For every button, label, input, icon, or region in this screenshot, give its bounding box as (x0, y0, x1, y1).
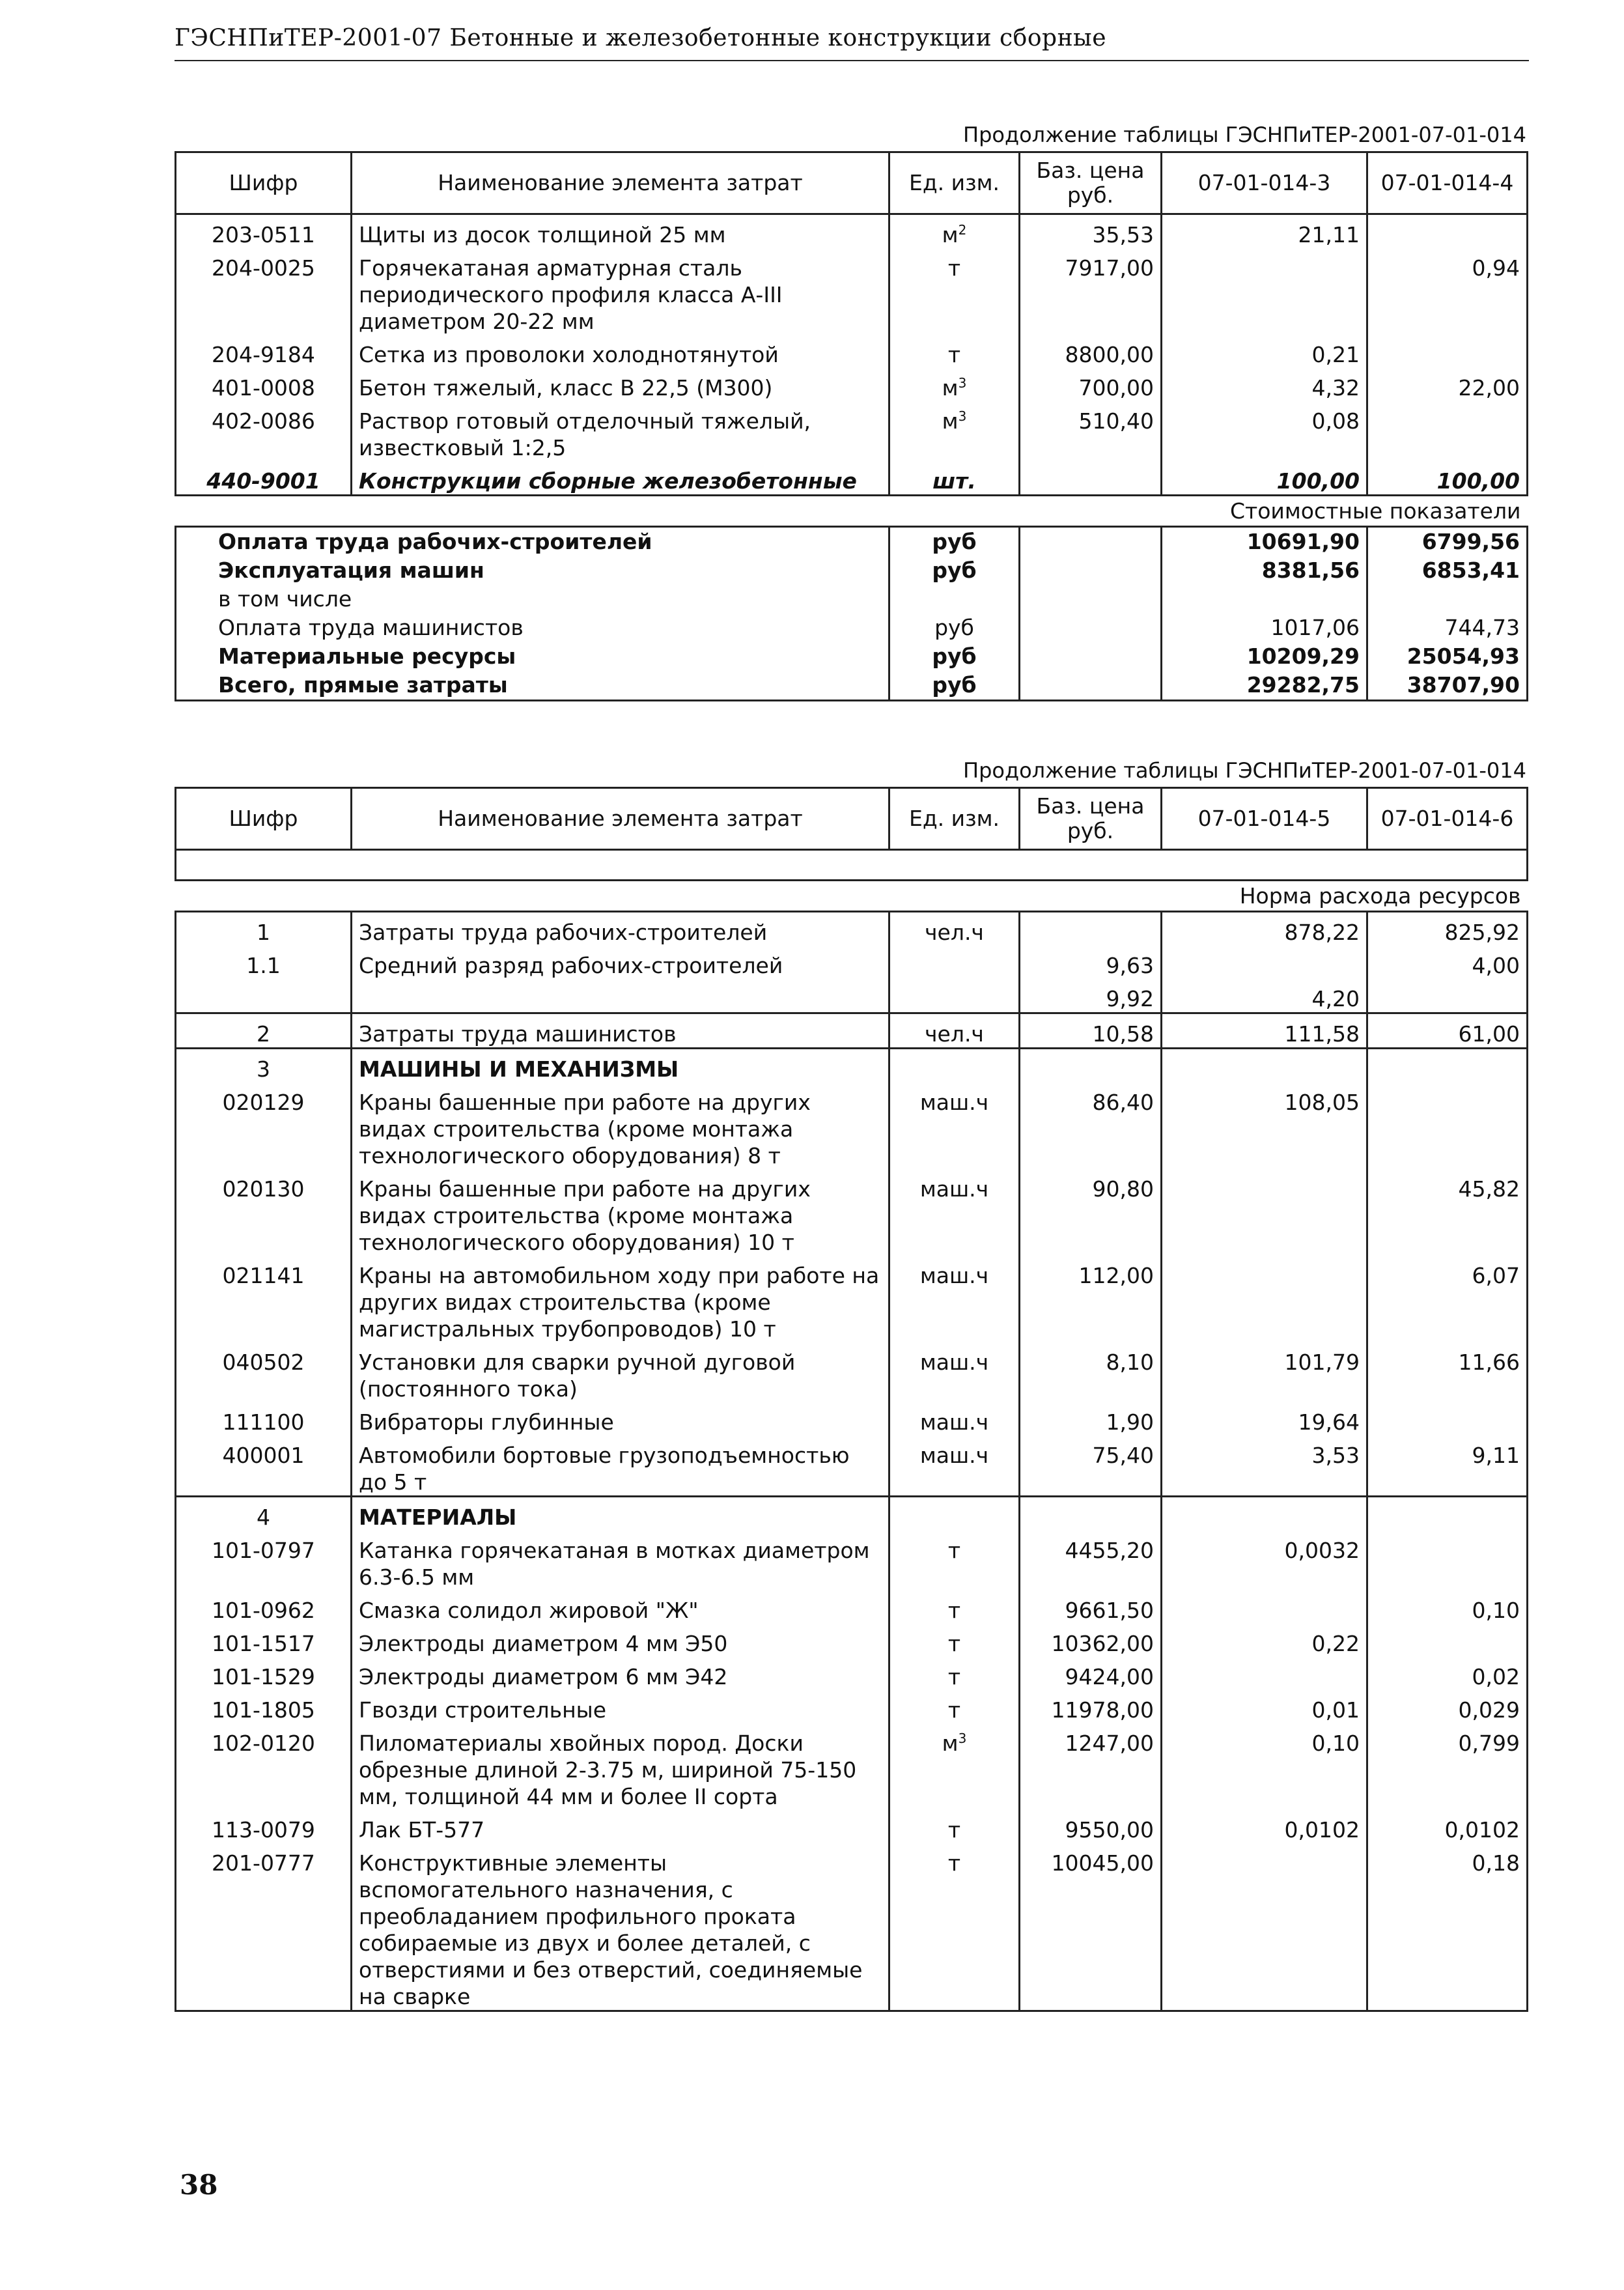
table-row (176, 946, 1528, 979)
summary-value-a (1162, 585, 1367, 614)
unit-cell (889, 1402, 1020, 1435)
unit-text: м (942, 1731, 959, 1756)
page-number: 38 (180, 2169, 218, 2201)
summary-value-b (1367, 585, 1528, 614)
col-header-unit: Ед. изм. (889, 152, 1020, 214)
table-row (176, 368, 1528, 401)
value-cell-a: 0,01 (1162, 1690, 1367, 1723)
name-cell: Бетон тяжелый, класс В 22,5 (М300) (352, 368, 889, 401)
table-row (176, 1590, 1528, 1624)
table-row (176, 1169, 1528, 1256)
name-cell: Вибраторы глубинные (352, 1402, 889, 1435)
name-cell: Раствор готовый отделочный тяжелый, известковый 1:2,5 (352, 401, 889, 461)
table-row (176, 401, 1528, 461)
section-number: 4 (176, 1497, 352, 1531)
unit-cell (889, 946, 1020, 979)
code-cell: 1.1 (176, 946, 352, 979)
code-cell: 113-0079 (176, 1810, 352, 1843)
value-cell-a: 0,0102 (1162, 1810, 1367, 1843)
price-cell: 9550,00 (1020, 1810, 1162, 1843)
price-cell: 35,53 (1020, 214, 1162, 249)
value-cell-b (1367, 1624, 1528, 1657)
name-cell: Краны башенные при работе на других видах строительства (кроме монтажа технологического оборудования) 10 т (352, 1169, 889, 1256)
summary-row (176, 556, 1528, 585)
table2-continuation: Продолжение таблицы ГЭСНПиТЕР-2001-07-01-014 (963, 758, 1526, 783)
value-cell-a: 0,21 (1162, 335, 1367, 368)
value-cell-a: 111,58 (1162, 1013, 1367, 1049)
value-cell-b: 4,00 (1367, 946, 1528, 979)
section-title: МАТЕРИАЛЫ (352, 1497, 889, 1531)
summary-label: Оплата труда рабочих-строителей (176, 527, 889, 557)
price-cell: 9,92 (1020, 979, 1162, 1013)
summary-unit: руб (889, 556, 1020, 585)
value-cell-b: 0,94 (1367, 248, 1528, 335)
code-cell: 401-0008 (176, 368, 352, 401)
col-header-name: Наименование элемента затрат (352, 152, 889, 214)
value-cell-a: 19,64 (1162, 1402, 1367, 1435)
col-header-variant-b: 07-01-014-4 (1367, 152, 1528, 214)
unit-text: т (947, 1631, 961, 1656)
price-cell: 86,40 (1020, 1082, 1162, 1169)
table-row (176, 248, 1528, 335)
name-cell: Средний разряд рабочих-строителей (352, 946, 889, 979)
col-header-price: Баз. цена руб. (1020, 788, 1162, 850)
value-cell-a (1162, 1843, 1367, 2011)
unit-text: м (942, 375, 959, 401)
value-cell-a: 100,00 (1162, 461, 1367, 496)
value-cell-b (1367, 979, 1528, 1013)
name-cell: Электроды диаметром 4 мм Э50 (352, 1624, 889, 1657)
table-row (176, 1402, 1528, 1435)
table-row (176, 1013, 1528, 1049)
unit-superscript: 3 (958, 375, 967, 391)
unit-superscript: 3 (958, 1731, 967, 1746)
unit-superscript: 2 (958, 222, 967, 238)
value-cell-a: 0,08 (1162, 401, 1367, 461)
summary-label: Эксплуатация машин (176, 556, 889, 585)
unit-text: т (947, 1817, 961, 1843)
name-cell: Пиломатериалы хвойных пород. Доски обрезные длиной 2-3.75 м, шириной 75-150 мм, толщиной 44 мм и более II сорта (352, 1723, 889, 1810)
name-cell: Краны на автомобильном ходу при работе на других видах строительства (кроме магистральных трубопроводов) 10 т (352, 1256, 889, 1342)
table-row (176, 1843, 1528, 2011)
unit-text: шт. (932, 468, 976, 494)
table-row (176, 1435, 1528, 1497)
value-cell-b: 0,0102 (1367, 1810, 1528, 1843)
col-header-code: Шифр (176, 152, 352, 214)
summary-label: Всего, прямые затраты (176, 671, 889, 701)
summary-empty (1020, 556, 1162, 585)
table1-continuation: Продолжение таблицы ГЭСНПиТЕР-2001-07-01-014 (963, 122, 1526, 147)
name-cell (352, 979, 889, 1013)
section-header-row (176, 1049, 1528, 1083)
summary-label: Оплата труда машинистов (176, 614, 889, 642)
name-cell: Электроды диаметром 6 мм Э42 (352, 1657, 889, 1690)
unit-text: м (942, 408, 959, 434)
price-cell: 700,00 (1020, 368, 1162, 401)
value-cell-b: 0,18 (1367, 1843, 1528, 2011)
header-rule (175, 60, 1529, 61)
unit-cell (889, 1723, 1020, 1810)
col-header-name: Наименование элемента затрат (352, 788, 889, 850)
unit-cell (889, 248, 1020, 335)
unit-text: маш.ч (919, 1263, 989, 1288)
unit-cell (889, 1810, 1020, 1843)
price-cell: 10045,00 (1020, 1843, 1162, 2011)
empty-cell (1020, 1049, 1162, 1083)
col-header-variant-a: 07-01-014-3 (1162, 152, 1367, 214)
table-row (176, 1657, 1528, 1690)
summary-value-b: 744,73 (1367, 614, 1528, 642)
price-cell: 8,10 (1020, 1342, 1162, 1402)
empty-cell (889, 1049, 1020, 1083)
code-cell: 040502 (176, 1342, 352, 1402)
name-cell: Конструктивные элементы вспомогательного назначения, с преобладанием профильного проката собираемые из двух и более деталей, с отверстиями и без отверстий, соединяемые на сварке (352, 1843, 889, 2011)
summary-value-a: 8381,56 (1162, 556, 1367, 585)
code-cell: 102-0120 (176, 1723, 352, 1810)
name-cell: Сетка из проволоки холоднотянутой (352, 335, 889, 368)
summary-unit: руб (889, 527, 1020, 557)
value-cell-a: 4,32 (1162, 368, 1367, 401)
empty-cell (1367, 1049, 1528, 1083)
value-cell-b (1367, 1082, 1528, 1169)
code-cell: 020129 (176, 1082, 352, 1169)
summary-value-a: 29282,75 (1162, 671, 1367, 701)
unit-cell (889, 461, 1020, 496)
summary-row (176, 614, 1528, 642)
resource-table-1 (175, 151, 1528, 701)
value-cell-a (1162, 248, 1367, 335)
value-cell-a (1162, 1657, 1367, 1690)
name-cell: Затраты труда рабочих-строителей (352, 912, 889, 946)
section-label: Стоимостные показатели (1229, 498, 1521, 524)
unit-cell (889, 1342, 1020, 1402)
summary-empty (1020, 614, 1162, 642)
value-cell-a (1162, 1590, 1367, 1624)
unit-cell (889, 368, 1020, 401)
code-cell: 400001 (176, 1435, 352, 1497)
price-cell: 10362,00 (1020, 1624, 1162, 1657)
unit-cell (889, 1657, 1020, 1690)
price-cell: 7917,00 (1020, 248, 1162, 335)
price-cell: 90,80 (1020, 1169, 1162, 1256)
name-cell: Катанка горячекатаная в мотках диаметром 6.3-6.5 мм (352, 1531, 889, 1590)
unit-cell (889, 1690, 1020, 1723)
table-row (176, 1624, 1528, 1657)
code-cell: 204-9184 (176, 335, 352, 368)
unit-text: маш.ч (919, 1350, 989, 1375)
unit-text: т (947, 1598, 961, 1623)
name-cell: Затраты труда машинистов (352, 1013, 889, 1049)
summary-empty (1020, 527, 1162, 557)
table-row (176, 912, 1528, 946)
price-cell: 10,58 (1020, 1013, 1162, 1049)
table-row (176, 1810, 1528, 1843)
summary-value-a: 10691,90 (1162, 527, 1367, 557)
value-cell-b: 0,799 (1367, 1723, 1528, 1810)
value-cell-b: 11,66 (1367, 1342, 1528, 1402)
name-cell: Автомобили бортовые грузоподъемностью до 5 т (352, 1435, 889, 1497)
name-cell: Установки для сварки ручной дуговой (постоянного тока) (352, 1342, 889, 1402)
unit-text: т (947, 1850, 961, 1876)
value-cell-b: 825,92 (1367, 912, 1528, 946)
page-header: ГЭСНПиТЕР-2001-07 Бетонные и железобетонные конструкции сборные (175, 25, 1107, 51)
name-cell: Лак БТ-577 (352, 1810, 889, 1843)
name-cell: Краны башенные при работе на других видах строительства (кроме монтажа технологического оборудования) 8 т (352, 1082, 889, 1169)
summary-row (176, 642, 1528, 671)
unit-text: т (947, 1664, 961, 1689)
unit-cell (889, 1843, 1020, 2011)
value-cell-a: 0,0032 (1162, 1531, 1367, 1590)
value-cell-b (1367, 1531, 1528, 1590)
value-cell-b: 6,07 (1367, 1256, 1528, 1342)
code-cell: 020130 (176, 1169, 352, 1256)
price-cell: 4455,20 (1020, 1531, 1162, 1590)
code-cell: 021141 (176, 1256, 352, 1342)
value-cell-b: 100,00 (1367, 461, 1528, 496)
value-cell-b: 0,02 (1367, 1657, 1528, 1690)
col-header-code: Шифр (176, 788, 352, 850)
summary-value-a: 1017,06 (1162, 614, 1367, 642)
code-cell: 101-0797 (176, 1531, 352, 1590)
price-cell: 11978,00 (1020, 1690, 1162, 1723)
section-number: 3 (176, 1049, 352, 1083)
code-cell: 111100 (176, 1402, 352, 1435)
unit-text: т (947, 255, 961, 281)
empty-cell (1020, 1497, 1162, 1531)
value-cell-a (1162, 1256, 1367, 1342)
value-cell-a: 878,22 (1162, 912, 1367, 946)
value-cell-b (1367, 335, 1528, 368)
table-row (176, 1082, 1528, 1169)
col-header-variant-b: 07-01-014-6 (1367, 788, 1528, 850)
unit-text: маш.ч (919, 1090, 989, 1115)
summary-unit: руб (889, 671, 1020, 701)
name-cell: Гвозди строительные (352, 1690, 889, 1723)
code-cell: 201-0777 (176, 1843, 352, 2011)
value-cell-b (1367, 214, 1528, 249)
summary-empty (1020, 585, 1162, 614)
price-cell (1020, 461, 1162, 496)
value-cell-a: 21,11 (1162, 214, 1367, 249)
unit-text: чел.ч (925, 920, 984, 945)
table-row (176, 1342, 1528, 1402)
price-cell: 112,00 (1020, 1256, 1162, 1342)
table-row (176, 214, 1528, 249)
col-header-variant-a: 07-01-014-5 (1162, 788, 1367, 850)
value-cell-a (1162, 1169, 1367, 1256)
value-cell-b (1367, 1402, 1528, 1435)
empty-cell (1367, 1497, 1528, 1531)
summary-empty (1020, 671, 1162, 701)
unit-cell (889, 1256, 1020, 1342)
summary-unit: руб (889, 642, 1020, 671)
unit-cell (889, 214, 1020, 249)
code-cell: 203-0511 (176, 214, 352, 249)
price-cell: 75,40 (1020, 1435, 1162, 1497)
unit-cell (889, 1169, 1020, 1256)
resource-table-2 (175, 787, 1528, 2012)
col-header-unit: Ед. изм. (889, 788, 1020, 850)
unit-text: маш.ч (919, 1409, 989, 1435)
value-cell-a: 3,53 (1162, 1435, 1367, 1497)
table-row (176, 461, 1528, 496)
code-cell: 402-0086 (176, 401, 352, 461)
name-cell: Смазка солидол жировой "Ж" (352, 1590, 889, 1624)
value-cell-a: 101,79 (1162, 1342, 1367, 1402)
name-cell: Горячекатаная арматурная сталь периодического профиля класса А-III диаметром 20-22 мм (352, 248, 889, 335)
section-title: МАШИНЫ И МЕХАНИЗМЫ (352, 1049, 889, 1083)
name-cell: Щиты из досок толщиной 25 мм (352, 214, 889, 249)
price-cell: 510,40 (1020, 401, 1162, 461)
unit-cell (889, 335, 1020, 368)
unit-cell (889, 1531, 1020, 1590)
col-header-price: Баз. цена руб. (1020, 152, 1162, 214)
unit-cell (889, 1590, 1020, 1624)
value-cell-b: 0,10 (1367, 1590, 1528, 1624)
unit-cell (889, 401, 1020, 461)
code-cell: 101-1805 (176, 1690, 352, 1723)
unit-text: маш.ч (919, 1443, 989, 1468)
table-row (176, 1723, 1528, 1810)
table-row (176, 979, 1528, 1013)
summary-value-b: 6799,56 (1367, 527, 1528, 557)
value-cell-b: 45,82 (1367, 1169, 1528, 1256)
value-cell-b: 61,00 (1367, 1013, 1528, 1049)
value-cell-a: 4,20 (1162, 979, 1367, 1013)
price-cell: 1,90 (1020, 1402, 1162, 1435)
summary-row (176, 527, 1528, 557)
unit-text: чел.ч (925, 1021, 984, 1047)
unit-text: т (947, 1538, 961, 1563)
code-cell: 1 (176, 912, 352, 946)
summary-value-b: 38707,90 (1367, 671, 1528, 701)
value-cell-b: 0,029 (1367, 1690, 1528, 1723)
value-cell-a: 108,05 (1162, 1082, 1367, 1169)
unit-cell (889, 1082, 1020, 1169)
name-cell: Конструкции сборные железобетонные (352, 461, 889, 496)
section-label: Норма расхода ресурсов (1239, 883, 1521, 909)
summary-unit (889, 585, 1020, 614)
price-cell (1020, 912, 1162, 946)
price-cell: 9661,50 (1020, 1590, 1162, 1624)
table-row (176, 335, 1528, 368)
value-cell-a: 0,10 (1162, 1723, 1367, 1810)
code-cell: 204-0025 (176, 248, 352, 335)
code-cell: 101-1517 (176, 1624, 352, 1657)
code-cell (176, 979, 352, 1013)
summary-row (176, 585, 1528, 614)
code-cell: 2 (176, 1013, 352, 1049)
code-cell: 101-0962 (176, 1590, 352, 1624)
table-row (176, 1531, 1528, 1590)
unit-cell (889, 912, 1020, 946)
value-cell-a: 0,22 (1162, 1624, 1367, 1657)
summary-label: в том числе (176, 585, 889, 614)
value-cell-b (1367, 401, 1528, 461)
value-cell-b: 22,00 (1367, 368, 1528, 401)
summary-unit: руб (889, 614, 1020, 642)
table-row (176, 1690, 1528, 1723)
unit-cell (889, 1013, 1020, 1049)
summary-label: Материальные ресурсы (176, 642, 889, 671)
unit-superscript: 3 (958, 408, 967, 424)
unit-text: т (947, 342, 961, 367)
empty-cell (889, 1497, 1020, 1531)
price-cell: 8800,00 (1020, 335, 1162, 368)
empty-cell (1162, 1049, 1367, 1083)
summary-value-a: 10209,29 (1162, 642, 1367, 671)
value-cell-a (1162, 946, 1367, 979)
summary-row (176, 671, 1528, 701)
value-cell-b: 9,11 (1367, 1435, 1528, 1497)
code-cell: 101-1529 (176, 1657, 352, 1690)
price-cell: 1247,00 (1020, 1723, 1162, 1810)
table-row (176, 1256, 1528, 1342)
price-cell: 9424,00 (1020, 1657, 1162, 1690)
empty-cell (1162, 1497, 1367, 1531)
unit-text: т (947, 1697, 961, 1723)
summary-value-b: 25054,93 (1367, 642, 1528, 671)
price-cell: 9,63 (1020, 946, 1162, 979)
summary-empty (1020, 642, 1162, 671)
unit-cell (889, 979, 1020, 1013)
unit-cell (889, 1435, 1020, 1497)
unit-text: маш.ч (919, 1176, 989, 1202)
summary-value-b: 6853,41 (1367, 556, 1528, 585)
code-cell: 440-9001 (176, 461, 352, 496)
unit-text: м (942, 222, 959, 247)
unit-cell (889, 1624, 1020, 1657)
section-header-row (176, 1497, 1528, 1531)
